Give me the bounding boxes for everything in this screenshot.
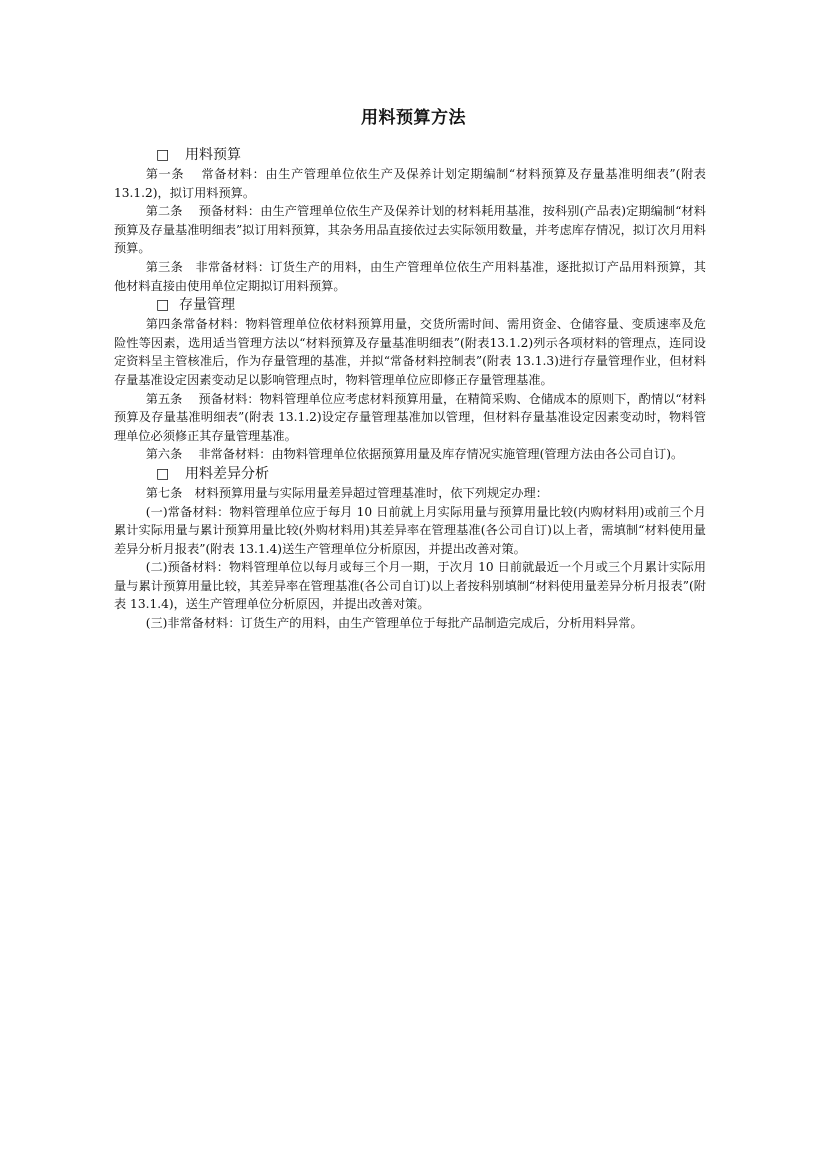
paragraph-article-1: 第一条 常备材料：由生产管理单位依生产及保养计划定期编制“材料预算及存量基准明细表”(附表 13.1.2)，拟订用料预算。 <box>114 167 706 200</box>
document-body <box>114 145 706 633</box>
checkbox-icon: □ <box>156 147 170 163</box>
paragraph-article-2: 第二条 预备材料：由生产管理单位依生产及保养计划的材料耗用基准，按科别(产品表)定期编制“材料预算及存量基准明细表”拟订用料预算，其杂务用品直接依过去实际领用数量，并考虑库存情况，拟订次月用料预算。 <box>114 204 706 256</box>
paragraph-article-5: 第五条 预备材料：物料管理单位应考虑材料预算用量，在精简采购、仓储成本的原则下，酌情以“材料预算及存量基准明细表”(附表 13.1.2)设定存量管理基准加以管理，但材料存量基准设定因素变动时，物料管理单位必须修正其存量管理基准。 <box>114 391 706 443</box>
page-title: 用料预算方法 <box>361 108 466 128</box>
paragraph-article-4: 第四条常备材料：物料管理单位依材料预算用量，交货所需时间、需用资金、仓储容量、变质速率及危险性等因素，选用适当管理方法以“材料预算及存量基准明细表”(附表13.1.2)列示各项材料的管理点，连同设定资料呈主管核准后，作为存量管理的基准，并拟“常备材料控制表”(附表 13.1.3)进行存量管理作业，但材料存量基准设定因素变动足以影响管理点时，物料管理单位应即修正存量管理基准。 <box>114 317 706 387</box>
checkbox-icon: □ <box>156 465 170 482</box>
section-heading-budget <box>156 145 706 165</box>
section-heading-label: 存量管理 <box>179 297 235 314</box>
paragraph-item-2: (二)预备材料：物料管理单位以每月或每三个月一期，于次月 10 日前就最近一个月或三个月累计实际用量与累计预算用量比较，其差异率在管理基准(各公司自订)以上者按科别填制“材料使用量差异分析月报表”(附表 13.1.4)，送生产管理单位分析原因，并提出改善对策。 <box>114 560 706 612</box>
paragraph-article-6: 第六条 非常备材料：由物料管理单位依据预算用量及库存情况实施管理(管理方法由各公司自订)。 <box>145 447 684 462</box>
checkbox-icon: □ <box>156 297 170 314</box>
section-heading-label: 用料预算 <box>185 147 241 163</box>
paragraph-article-3: 第三条 非常备材料：订货生产的用料，由生产管理单位依生产用料基准，逐批拟订产品用料预算，其他材料直接由使用单位定期拟订用料预算。 <box>114 259 706 293</box>
paragraph-item-3: (三)非常备材料：订货生产的用料，由生产管理单位于每批产品制造完成后，分析用料异常。 <box>145 616 643 631</box>
paragraph-item-1: (一)常备材料：物料管理单位应于每月 10 日前就上月实际用量与预算用量比较(内购材料用)或前三个月累计实际用量与累计预算用量比较(外购材料用)其差异率在管理基准(各公司自订)以上者，需填制“材料使用量差异分析月报表”(附表 13.1.4)送生产管理单位分析原因，并提出改善对策。 <box>114 504 706 556</box>
paragraph-article-7: 第七条 材料预算用量与实际用量差异超过管理基准时，依下列规定办理： <box>145 485 548 500</box>
section-heading-label: 用料差异分析 <box>185 465 269 482</box>
section-heading-variance <box>156 464 706 484</box>
section-heading-inventory <box>156 295 706 315</box>
